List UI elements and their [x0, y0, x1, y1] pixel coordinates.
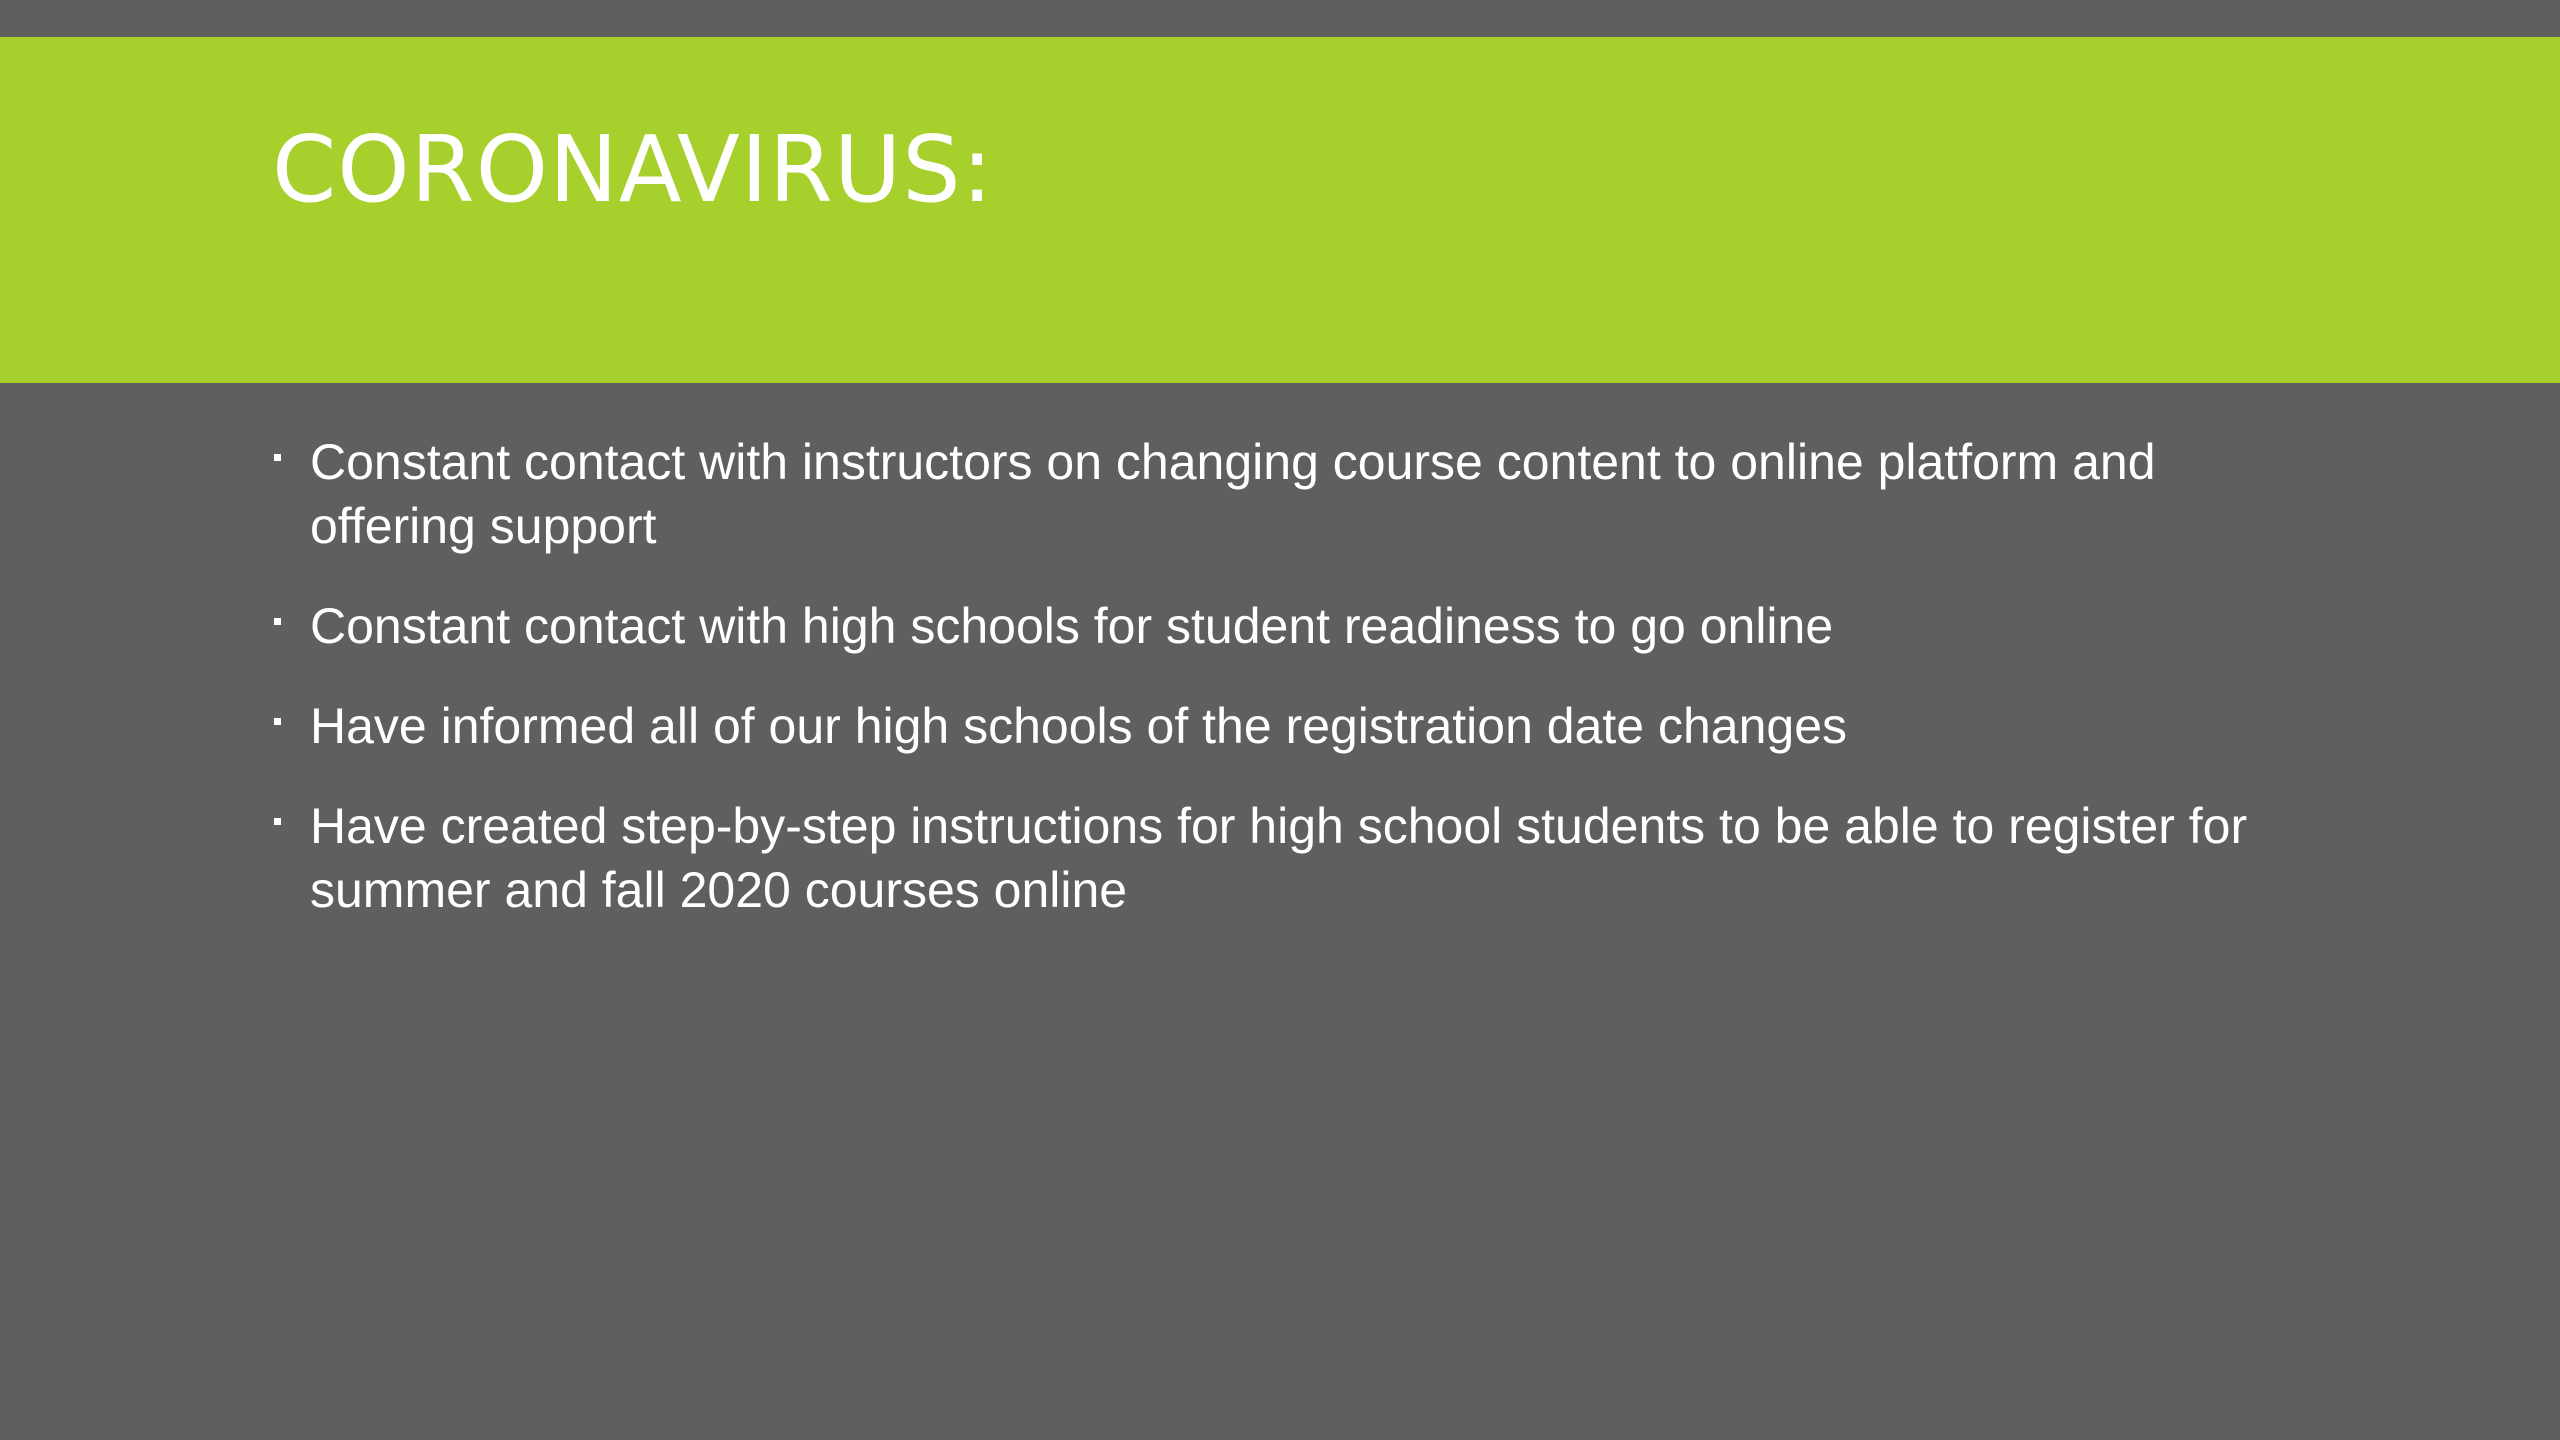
square-bullet-icon — [274, 618, 281, 625]
square-bullet-icon — [274, 718, 281, 725]
bullet-list — [272, 430, 2292, 958]
bullet-text: Have created step-by-step instructions for high school students to be able to register for summer and fall 2020 courses online — [310, 798, 2248, 918]
square-bullet-icon — [274, 818, 281, 825]
bullet-item — [272, 694, 2292, 758]
bullet-text: Have informed all of our high schools of the registration date changes — [310, 698, 1848, 754]
bullet-text: Constant contact with instructors on changing course content to online platform and offering support — [310, 434, 2156, 554]
bullet-item — [272, 794, 2292, 922]
slide-title: CORONAVIRUS: — [272, 116, 994, 223]
bullet-item — [272, 594, 2292, 658]
square-bullet-icon — [274, 454, 281, 461]
bullet-item — [272, 430, 2292, 558]
bullet-text: Constant contact with high schools for student readiness to go online — [310, 598, 1834, 654]
